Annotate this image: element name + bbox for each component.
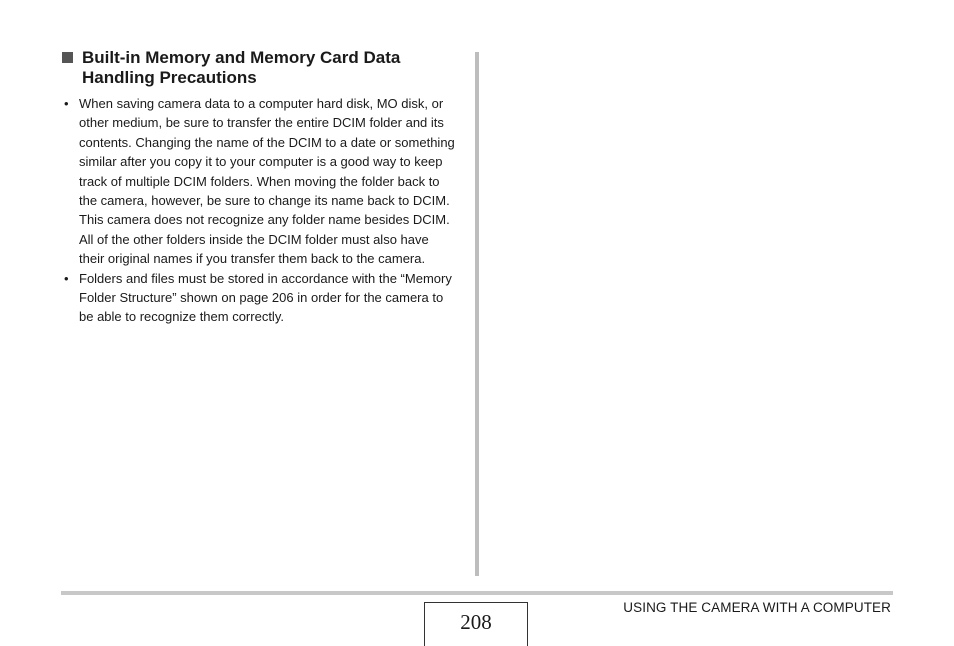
chapter-title-link[interactable]: USING THE CAMERA WITH A COMPUTER	[623, 600, 891, 615]
section-heading-text: Built-in Memory and Memory Card Data Handling Precautions	[82, 48, 401, 87]
precautions-list	[62, 94, 462, 327]
list-item-paragraph: Folders and files must be stored in accordance with the “Memory Folder Structure” shown on page 206 in order for the camera to be able to recognize them correctly.	[79, 270, 452, 325]
bullet-dot-icon: •	[64, 270, 69, 286]
list-item	[62, 269, 462, 327]
list-item-paragraph: All of the other folders inside the DCIM folder must also have their original names if you transfer them back to the camera.	[79, 231, 429, 267]
column-divider	[475, 52, 479, 576]
list-item-paragraph: When saving camera data to a computer hard disk, MO disk, or other medium, be sure to transfer the entire DCIM folder and its contents. Changing the name of the DCIM to a date or something similar after you copy it to your computer is a good way to keep track of multiple DCIM folders. When moving the folder back to the camera, however, be sure to change its name back to DCIM. This camera does not recognize any folder name besides DCIM.	[79, 96, 455, 228]
square-bullet-icon	[62, 52, 73, 63]
page-number: 208	[424, 602, 528, 646]
bullet-dot-icon: •	[64, 96, 69, 111]
list-item	[62, 94, 462, 269]
footer-divider	[61, 591, 893, 595]
section-heading	[62, 48, 462, 88]
precautions-section	[62, 48, 462, 327]
